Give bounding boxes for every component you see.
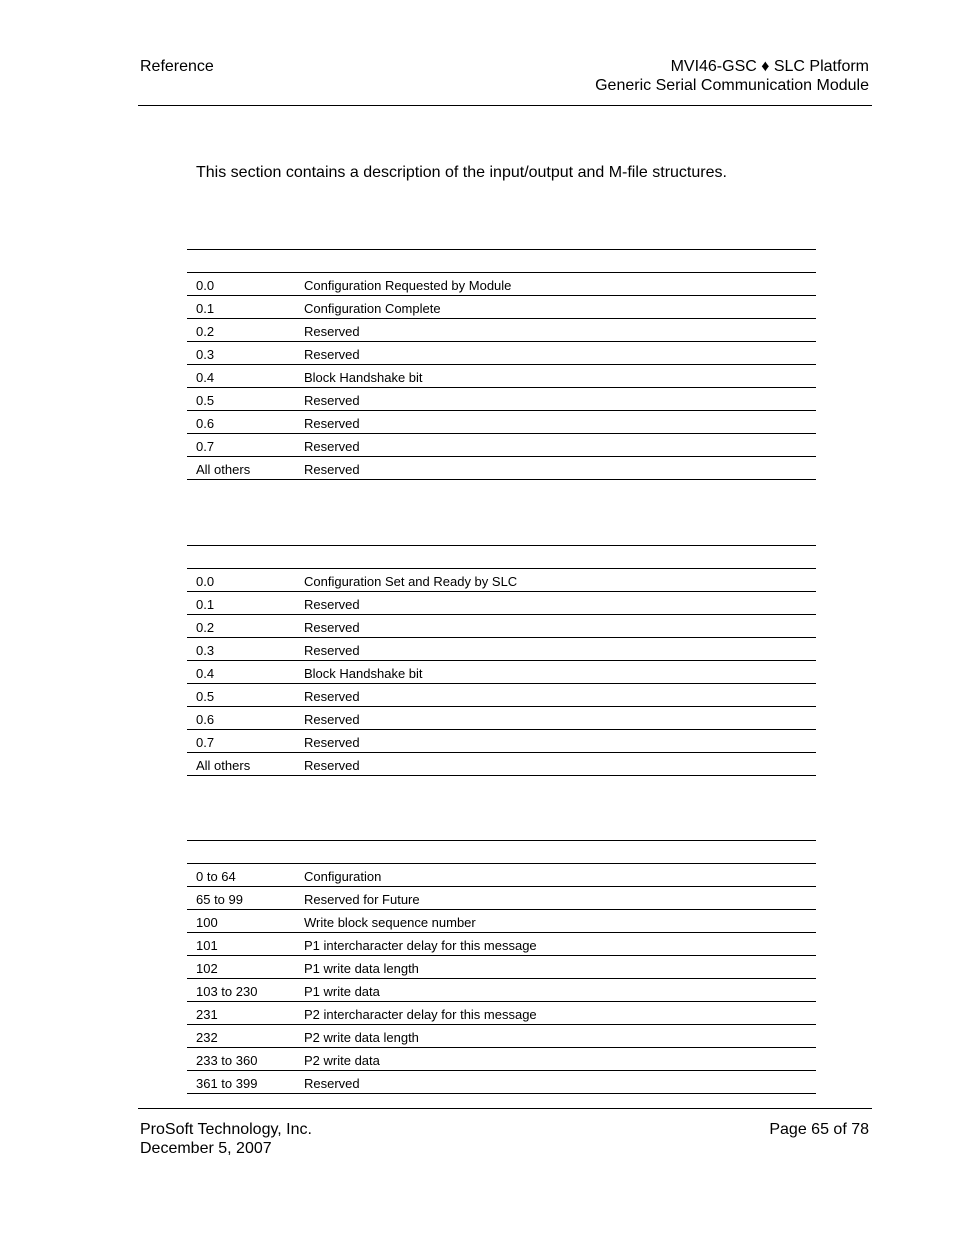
table-row xyxy=(187,434,816,457)
footer-date: December 5, 2007 xyxy=(140,1140,272,1157)
cell-description: Reserved for Future xyxy=(295,887,816,910)
table-row xyxy=(187,730,816,753)
cell-description: Reserved xyxy=(295,457,816,480)
cell-address: 0.2 xyxy=(187,319,295,342)
table-row xyxy=(187,887,816,910)
cell-address: 0.7 xyxy=(187,730,295,753)
running-header-section: Reference xyxy=(140,58,214,75)
cell-address: 0.2 xyxy=(187,615,295,638)
cell-address: 0.4 xyxy=(187,661,295,684)
cell-description: Configuration Requested by Module xyxy=(295,273,816,296)
table-body xyxy=(187,250,816,480)
cell-address: 0.5 xyxy=(187,388,295,411)
table-header-row xyxy=(187,546,816,569)
table-row xyxy=(187,1048,816,1071)
table-header-row xyxy=(187,250,816,273)
table-row xyxy=(187,569,816,592)
cell-description: Reserved xyxy=(295,684,816,707)
cell-address: 0.3 xyxy=(187,342,295,365)
table-row xyxy=(187,273,816,296)
cell-description: P2 write data length xyxy=(295,1025,816,1048)
table-row xyxy=(187,684,816,707)
cell-description: P1 intercharacter delay for this message xyxy=(295,933,816,956)
footer-company: ProSoft Technology, Inc. xyxy=(140,1121,312,1138)
cell-address: 0.7 xyxy=(187,434,295,457)
table-row xyxy=(187,864,816,887)
cell-address: 0.0 xyxy=(187,569,295,592)
cell-description: Reserved xyxy=(295,753,816,776)
cell-description: P1 write data xyxy=(295,979,816,1002)
cell-address: 65 to 99 xyxy=(187,887,295,910)
table-row xyxy=(187,933,816,956)
table-row xyxy=(187,1002,816,1025)
running-header-title xyxy=(595,57,869,95)
table-row xyxy=(187,457,816,480)
header-divider xyxy=(138,105,872,106)
header-module-name: Generic Serial Communication Module xyxy=(595,77,869,94)
cell-address: 233 to 360 xyxy=(187,1048,295,1071)
table-row xyxy=(187,910,816,933)
cell-address: 0.3 xyxy=(187,638,295,661)
cell-address: 0.6 xyxy=(187,707,295,730)
cell-address: 232 xyxy=(187,1025,295,1048)
input-bits-table xyxy=(187,249,816,480)
table-row xyxy=(187,956,816,979)
cell-description: Block Handshake bit xyxy=(295,365,816,388)
table-row xyxy=(187,319,816,342)
cell-description: Block Handshake bit xyxy=(295,661,816,684)
cell-address: All others xyxy=(187,753,295,776)
table-row xyxy=(187,661,816,684)
cell-description: Reserved xyxy=(295,615,816,638)
header-product-line: MVI46-GSC ♦ SLC Platform xyxy=(670,58,869,75)
cell-address: 361 to 399 xyxy=(187,1071,295,1094)
cell-description: Reserved xyxy=(295,707,816,730)
cell-address: 0.5 xyxy=(187,684,295,707)
cell-description: Write block sequence number xyxy=(295,910,816,933)
cell-description: P1 write data length xyxy=(295,956,816,979)
cell-address: 0 to 64 xyxy=(187,864,295,887)
table-row xyxy=(187,1071,816,1094)
table-row xyxy=(187,638,816,661)
cell-description: Configuration Complete xyxy=(295,296,816,319)
cell-address: 231 xyxy=(187,1002,295,1025)
cell-address: 103 to 230 xyxy=(187,979,295,1002)
table-row xyxy=(187,411,816,434)
cell-description: Reserved xyxy=(295,411,816,434)
cell-description: Reserved xyxy=(295,342,816,365)
cell-description: Reserved xyxy=(295,592,816,615)
cell-address: All others xyxy=(187,457,295,480)
cell-description: Reserved xyxy=(295,730,816,753)
footer-left xyxy=(140,1120,312,1158)
table-row xyxy=(187,365,816,388)
cell-address: 0.6 xyxy=(187,411,295,434)
cell-description: Reserved xyxy=(295,319,816,342)
table-row xyxy=(187,388,816,411)
m-file-table xyxy=(187,840,816,1094)
table-row xyxy=(187,615,816,638)
cell-address: 0.4 xyxy=(187,365,295,388)
table-header-row xyxy=(187,841,816,864)
table-body xyxy=(187,546,816,776)
cell-address: 101 xyxy=(187,933,295,956)
cell-description: Reserved xyxy=(295,638,816,661)
cell-description: P2 write data xyxy=(295,1048,816,1071)
cell-address: 102 xyxy=(187,956,295,979)
table-row xyxy=(187,753,816,776)
intro-paragraph: This section contains a description of the input/output and M-file structures. xyxy=(196,164,727,181)
table-row xyxy=(187,979,816,1002)
footer-page-number: Page 65 of 78 xyxy=(769,1121,869,1138)
table-row xyxy=(187,707,816,730)
cell-description: Configuration xyxy=(295,864,816,887)
table-row xyxy=(187,1025,816,1048)
table-body xyxy=(187,841,816,1094)
cell-address: 0.0 xyxy=(187,273,295,296)
cell-address: 0.1 xyxy=(187,296,295,319)
cell-description: Configuration Set and Ready by SLC xyxy=(295,569,816,592)
table-row xyxy=(187,296,816,319)
footer-divider xyxy=(138,1108,872,1109)
cell-address: 0.1 xyxy=(187,592,295,615)
cell-description: Reserved xyxy=(295,1071,816,1094)
table-row xyxy=(187,342,816,365)
cell-description: Reserved xyxy=(295,434,816,457)
cell-address: 100 xyxy=(187,910,295,933)
cell-description: P2 intercharacter delay for this message xyxy=(295,1002,816,1025)
cell-description: Reserved xyxy=(295,388,816,411)
table-row xyxy=(187,592,816,615)
output-bits-table xyxy=(187,545,816,776)
